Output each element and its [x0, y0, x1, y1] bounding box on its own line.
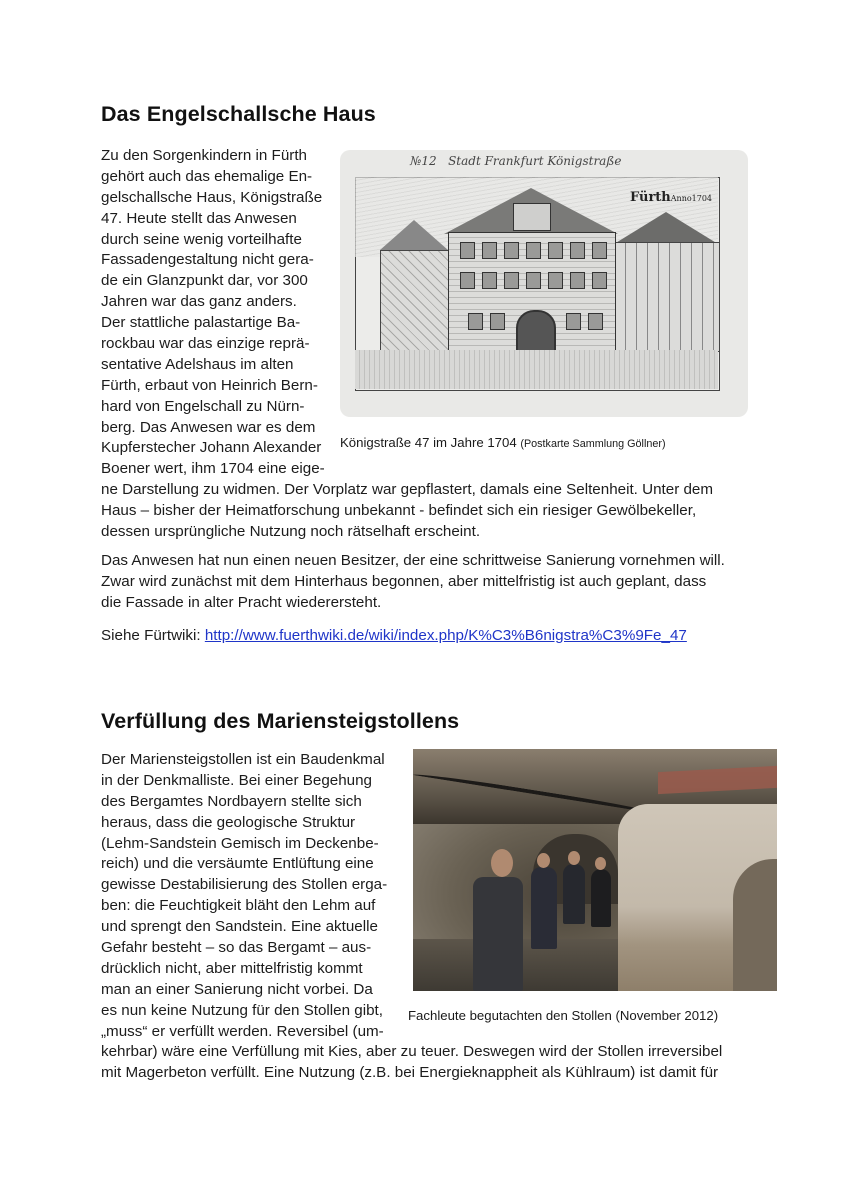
- postcard-title-town: Fürth: [630, 190, 671, 205]
- postcard-title: [630, 190, 712, 205]
- person-figure-foreground: [473, 877, 523, 991]
- window: [482, 272, 497, 289]
- text-line: man an einer Sanierung nicht vorbei. Da: [101, 980, 373, 998]
- person-head: [537, 853, 550, 868]
- window: [548, 242, 563, 259]
- text-line: gelschallsche Haus, Königstraße: [101, 188, 323, 206]
- text-line: gehört auch das ehemalige En-: [101, 167, 313, 185]
- section-heading-mariensteigstollen: Verfüllung des Mariensteigstollens: [101, 709, 460, 733]
- see-also-label: Siehe Fürtwiki:: [101, 627, 205, 644]
- text-line: hard von Engelschall zu Nürn-: [101, 397, 305, 415]
- text-line: die Fassade in alter Pracht wiederersteht.: [101, 593, 382, 611]
- window: [566, 313, 581, 330]
- text-line: drücklich nicht, aber mittelfristig kommt: [101, 959, 363, 977]
- figure-caption-tunnel: Fachleute begutachten den Stollen (November 2012): [408, 1008, 719, 1023]
- text-line: Gefahr besteht – so das Bergamt – aus-: [101, 939, 372, 957]
- person-figure: [531, 867, 557, 949]
- text-line: heraus, dass die geologische Struktur: [101, 813, 356, 831]
- text-line: gewisse Destabilisierung des Stollen erga-: [101, 876, 388, 894]
- window: [504, 272, 519, 289]
- text-line: Fürth, erbaut von Heinrich Bern-: [101, 376, 318, 394]
- text-line: reich) und die versäumte Entlüftung eine: [101, 855, 374, 873]
- text-line: Haus – bisher der Heimatforschung unbekannt - befindet sich ein riesiger Gewölbekeller,: [101, 502, 697, 520]
- text-line: durch seine wenig vorteilhafte: [101, 230, 302, 248]
- text-line: Boener wert, ihm 1704 eine eige-: [101, 460, 325, 478]
- side-arch: [733, 859, 777, 991]
- figure-caption-postcard: [340, 435, 666, 450]
- postcard-image-koenigstrasse-1704: [340, 150, 748, 417]
- text-line: berg. Das Anwesen war es dem: [101, 418, 316, 436]
- left-house: [380, 250, 450, 352]
- window: [592, 242, 607, 259]
- tunnel-photo-mariensteigstollen: [413, 749, 777, 991]
- caption-main: Königstraße 47 im Jahre 1704: [340, 435, 517, 450]
- text-line: es nun keine Nutzung für den Stollen gibt,: [101, 1001, 383, 1019]
- postcard-title-year: Anno1704: [670, 194, 713, 203]
- postcard-handwritten-note: Stadt Frankfurt Königstraße: [448, 154, 622, 168]
- window: [504, 242, 519, 259]
- caption-credit: (Postkarte Sammlung Göllner): [520, 438, 666, 450]
- window: [548, 272, 563, 289]
- person-head: [595, 857, 606, 870]
- window: [526, 242, 541, 259]
- window: [588, 313, 603, 330]
- section1-paragraph-2: [101, 551, 725, 614]
- window: [460, 272, 475, 289]
- window: [570, 272, 585, 289]
- text-line: ne Darstellung zu widmen. Der Vorplatz war gepflastert, damals eine Seltenheit. Unter dem: [101, 481, 714, 499]
- window: [468, 313, 483, 330]
- person-figure: [591, 869, 611, 927]
- right-house-roof: [614, 212, 718, 244]
- text-line: kehrbar) wäre eine Verfüllung mit Kies, aber zu teuer. Deswegen wird der Stollen irreversibel: [101, 1043, 723, 1061]
- postcard-number: №12: [410, 154, 437, 168]
- section-heading-engelschallsches-haus: Das Engelschallsche Haus: [101, 102, 376, 126]
- person-head: [491, 849, 513, 877]
- text-line: Das Anwesen hat nun einen neuen Besitzer, der eine schrittweise Sanierung vornehmen will.: [101, 552, 725, 569]
- text-line: sentative Adelshaus im alten: [101, 355, 294, 373]
- person-figure: [563, 864, 585, 924]
- person-head: [568, 851, 580, 865]
- text-line: (Lehm-Sandstein Gemisch im Deckenbe-: [101, 834, 379, 852]
- text-line: ben: die Feuchtigkeit bläht den Lehm auf: [101, 897, 376, 915]
- main-house-dormer: [513, 203, 551, 231]
- text-line: Der stattliche palastartige Ba-: [101, 314, 301, 332]
- window: [526, 272, 541, 289]
- text-line: rockbau war das einzige reprä-: [101, 335, 310, 353]
- text-line: dessen ursprüngliche Nutzung noch rätselhaft erscheint.: [101, 523, 481, 541]
- left-house-roof: [380, 220, 448, 250]
- right-timber-house: [614, 242, 720, 352]
- window: [482, 242, 497, 259]
- arched-gateway: [516, 310, 556, 354]
- window: [490, 313, 505, 330]
- text-line: mit Magerbeton verfüllt. Eine Nutzung (z.B. bei Energieknappheit als Kühlraum) ist damit für: [101, 1064, 719, 1082]
- text-line: Jahren war das ganz anders.: [101, 293, 297, 311]
- window: [570, 242, 585, 259]
- see-also-line: [101, 626, 687, 647]
- text-line: des Bergamtes Nordbayern stellte sich: [101, 792, 362, 810]
- text-line: Der Mariensteigstollen ist ein Baudenkmal: [101, 751, 385, 768]
- text-line: und sprengt den Sandstein. Eine aktuelle: [101, 918, 378, 936]
- text-line: Zwar wird zunächst mit dem Hinterhaus begonnen, aber mittelfristig ist auch geplant, dass: [101, 572, 707, 590]
- text-line: „muss“ er verfüllt werden. Reversibel (um-: [101, 1022, 384, 1040]
- text-line: Kupferstecher Johann Alexander: [101, 439, 322, 457]
- text-line: Zu den Sorgenkindern in Fürth: [101, 147, 307, 164]
- text-line: de ein Glanzpunkt dar, vor 300: [101, 272, 308, 290]
- text-line: Fassadengestaltung nicht gera-: [101, 251, 314, 269]
- paved-forecourt: [355, 350, 718, 389]
- fuerthwiki-link[interactable]: http://www.fuerthwiki.de/wiki/index.php/K%C3%B6nigstra%C3%9Fe_47: [204, 627, 687, 644]
- text-line: 47. Heute stellt das Anwesen: [101, 209, 297, 227]
- text-line: in der Denkmalliste. Bei einer Begehung: [101, 771, 373, 789]
- window: [592, 272, 607, 289]
- postcard-handwriting: [410, 154, 621, 168]
- window: [460, 242, 475, 259]
